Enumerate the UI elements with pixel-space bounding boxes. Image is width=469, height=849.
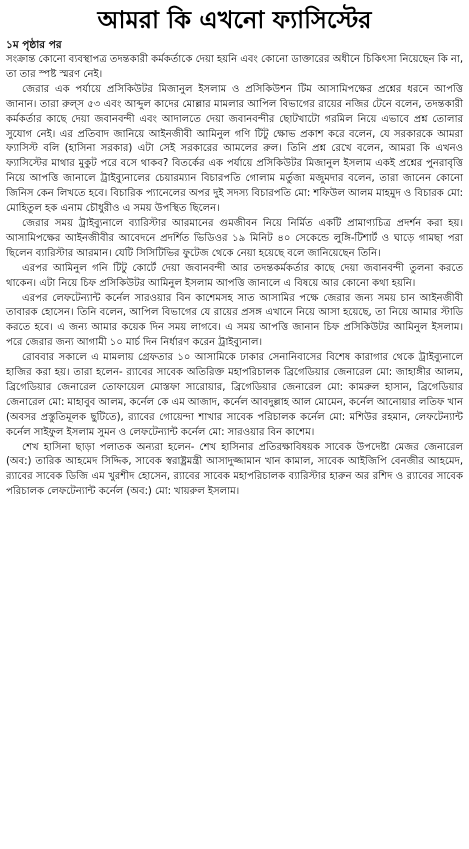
article-paragraph-6: রোববার সকালে এ মামলায় গ্রেফতার ১০ আসামিকে ঢাকার সেনানিবাসের বিশেষ কারাগার থেকে ট্রাইব্যুনালে হাজির করা হয়। তারা হলেন- র‌্যাবের সাবেক অতিরিক্ত মহাপরিচালক ব্রিগেডিয়ার জেনারেল মো: জাহাঙ্গীর আলম, ব্রিগেডিয়ার জেনারেল তোফায়েল মোস্তফা সারোয়ার, ব্রিগেডিয়ার জেনারেল মো: কামরুল হাসান, ব্রিগেডিয়ার জেনারেল মো: মাহাবুব আলম, কর্নেল কে এম আজাদ, কর্নেল আবদুল্লাহ আল মোমেন, কর্নেল আনোয়ার লতিফ খান (অবসর প্রস্তুতিমূলক ছুটিতে), র‌্যাবের গোয়েন্দা শাখার সাবেক পরিচালক কর্নেল মো: মশিউর রহমান, লেফটেন্যান্ট কর্নেল সাইফুল ইসলাম সুমন ও লেফটেন্যান্ট কর্নেল মো: সারওয়ার বিন কাশেম। [6, 352, 463, 438]
article-paragraph-4: এরপর আমিনুল গনি টিটু কোর্টে দেয়া জবানবন্দী আর তদন্তকর্মকর্তার কাছে দেয়া জবানবন্দী তুলনা করতে থাকেন। এটা নিয়ে চিফ প্রসিকিউটর আমিনুল ইসলাম আপত্তি জানালে এ বিষয়ে আর কোনো কথা হয়নি। [6, 262, 463, 289]
continued-from-label: ১ম পৃষ্ঠার পর [6, 39, 62, 51]
article-paragraph-3: জেরার সময় ট্রাইব্যুনালে ব্যারিস্টার আরমানের গুমজীবন নিয়ে নির্মিত একটি প্রামাণ্যচিত্র প্রদর্শন করা হয়। আসামিপক্ষের আইনজীবীর আবেদনে প্রদর্শিত ভিডিওর ১৯ মিনিট ৪০ সেকেন্ডে লুঙ্গি-টিশার্ট ও ঘাড়ে গামছা পরা ছিলেন ব্যারিস্টার আরমান। যেটি সিসিটিভির ফুটেজ থেকে নেয়া হয়েছে বলে জানিয়েছেন তিনি। [6, 217, 463, 259]
article-headline: আমরা কি এখনো ফ্যাসিস্টের [97, 6, 372, 34]
article-paragraph-2: জেরার এক পর্যায়ে প্রসিকিউটর মিজানুল ইসলাম ও প্রসিকিউশন টিম আসামিপক্ষের প্রশ্নের ধরনে আপত্তি জানান। তারা রুল্স ৫৩ এবং আব্দুল কাদের মোল্লার মামলার আপিল বিভাগের রায়ের নজির টেনে বলেন, তদন্তকারী কর্মকর্তার কাছে দেয়া জবানবন্দী এবং আদালতে দেয়া জবানবন্দীর ছোটখাটো গরমিল নিয়ে এভাবে প্রশ্ন তোলার সুযোগ নেই। এর প্রতিবাদ জানিয়ে আইনজীবী আমিনুল গণি টিটু ক্ষোভ প্রকাশ করে বলেন, যে সরকারকে আমরা ফ্যাসিস্ট বলি (হাসিনা সরকার) এটা সেই সরকারের আমলের রুল। তিনি প্রশ্ন রেখে বলেন, আমরা কি এখনও ফ্যাসিস্টের মাথার মুকুট পরে বসে থাকব? বিতর্কের এক পর্যায়ে প্রসিকিউটর মিজানুল ইসলাম একই প্রশ্নের পুনরাবৃত্তি নিয়ে আপত্তি জানালে ট্রাইব্যুনালের চেয়ারম্যান বিচারপতি গোলাম মর্তুজা মজুমদার বলেন, তারা জানেন কোনো জিনিস কেন লিখতে হবে। বিচারিক প্যানেলের অপর দুই সদস্য বিচারপতি মো: শফিউল আলম মাহমুদ ও বিচারক মো: মোহিতুল হক এনাম চৌধুরীও এ সময় উপস্থিত ছিলেন। [6, 83, 463, 215]
article-paragraph-5: এরপর লেফটেন্যান্ট কর্নেল সারওয়ার বিন কাশেমসহ সাত আসামির পক্ষে জেরার জন্য সময় চান আইনজীবী তাবারক হোসেন। তিনি বলেন, আপিল বিভাগের যে রায়ের প্রসঙ্গ এখানে নিয়ে আসা হয়েছে, তা নিয়ে আমার স্টাডি করতে হবে। এ জন্য আমার কয়েক দিন সময় লাগবে। এ সময় আপত্তি জানান চিফ প্রসিকিউটর আমিনুল ইসলাম। পরে জেরার জন্য আগামী ১০ মার্চ দিন নির্ধারণ করেন ট্রাইব্যুনাল। [6, 292, 463, 349]
article-paragraph-7: শেখ হাসিনা ছাড়া পলাতক অন্যরা হলেন- শেখ হাসিনার প্রতিরক্ষাবিষয়ক সাবেক উপদেষ্টা মেজর জেনারেল (অব:) তারিক আহমেদ সিদ্দিক, সাবেক স্বরাষ্ট্রমন্ত্রী আসাদুজ্জামান খান কামাল, সাবেক আইজিপি বেনজীর আহমেদ, র‌্যাবের সাবেক ডিজি এম খুরশীদ হোসেন, র‌্যাবের সাবেক মহাপরিচালক ব্যারিস্টার হারুন অর রশিদ ও র‌্যাবের সাবেক পরিচালক লেফটেন্যান্ট কর্নেল (অব:) মো: খায়রুল ইসলাম। [6, 441, 463, 498]
article-body [6, 53, 463, 500]
article-paragraph-1: সংক্রান্ত কোনো ব্যবস্থাপত্র তদন্তকারী কর্মকর্তাকে দেয়া হয়নি এবং কোনো ডাক্তারের অধীনে চিকিৎসা নিয়েছেন কি না, তা তার স্পষ্ট স্মরণ নেই। [6, 54, 463, 80]
